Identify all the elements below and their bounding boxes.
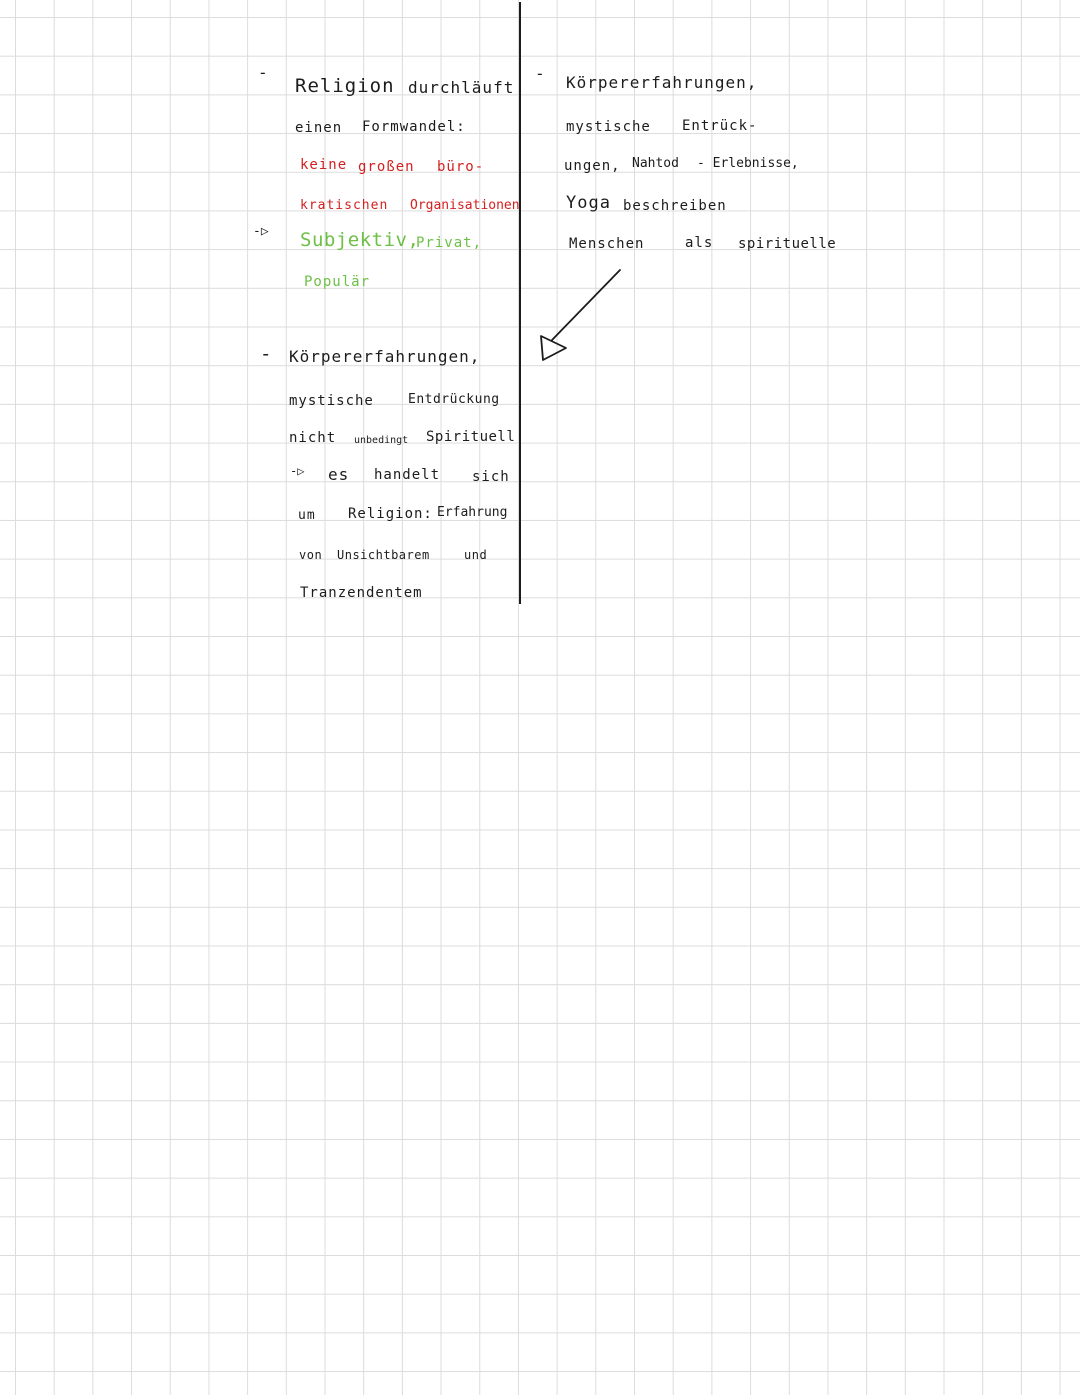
bullet-dash-1: - bbox=[258, 63, 269, 82]
word-buero: büro- bbox=[437, 159, 485, 175]
word-unsichtbarem: Unsichtbarem bbox=[337, 548, 430, 562]
word-spirituell: Spirituell bbox=[426, 429, 516, 445]
word-sich: sich bbox=[472, 469, 510, 485]
word-von: von bbox=[299, 548, 323, 562]
word-organisationen: Organisationen bbox=[410, 198, 520, 213]
word-formwandel: Formwandel: bbox=[362, 119, 466, 135]
word-beschreiben: beschreiben bbox=[623, 198, 727, 214]
word-und: und bbox=[464, 548, 488, 562]
word-nahtod: Nahtod bbox=[632, 156, 679, 171]
arrow-marker-2: -▷ bbox=[290, 464, 305, 478]
word-um: um bbox=[298, 508, 316, 523]
word-ungen: ungen, bbox=[564, 158, 621, 174]
word-erlebnisse: - Erlebnisse, bbox=[697, 156, 799, 171]
arrow-marker-1: -▷ bbox=[253, 224, 269, 239]
word-spirituelle: spirituelle bbox=[738, 236, 837, 252]
right-line1: Körpererfahrungen, bbox=[566, 73, 758, 92]
word-subjektiv: Subjektiv, bbox=[300, 229, 420, 251]
word-keine: keine bbox=[300, 157, 348, 173]
bullet-dash-2: - bbox=[260, 343, 273, 365]
word-privat: Privat, bbox=[416, 235, 483, 251]
word-mystische: mystische bbox=[289, 393, 374, 409]
word-nicht: nicht bbox=[289, 430, 337, 446]
word-populaer: Populär bbox=[304, 274, 371, 290]
word-entdrueckung: Entdrückung bbox=[408, 392, 500, 407]
word-yoga: Yoga bbox=[566, 193, 611, 213]
word-tranzendentem: Tranzendentem bbox=[300, 585, 423, 601]
word-einen: einen bbox=[295, 120, 343, 136]
word-es: es bbox=[328, 465, 350, 484]
block2-line1: Körpererfahrungen, bbox=[289, 347, 481, 366]
word-grossen: großen bbox=[358, 159, 415, 175]
word-religion-2: Religion: bbox=[348, 506, 433, 522]
word-durchlaeuft: durchläuft bbox=[408, 78, 515, 97]
word-menschen: Menschen bbox=[569, 236, 645, 252]
word-handelt: handelt bbox=[374, 467, 441, 483]
word-unbedingt: unbedingt bbox=[354, 435, 409, 446]
word-mystische-right: mystische bbox=[566, 119, 651, 135]
word-entrueck: Entrück- bbox=[682, 118, 758, 134]
bullet-dash-right: - bbox=[535, 64, 546, 83]
word-kratischen: kratischen bbox=[300, 198, 389, 213]
word-religion: Religion bbox=[295, 75, 395, 97]
word-als: als bbox=[685, 235, 714, 251]
word-erfahrung: Erfahrung bbox=[437, 505, 508, 520]
